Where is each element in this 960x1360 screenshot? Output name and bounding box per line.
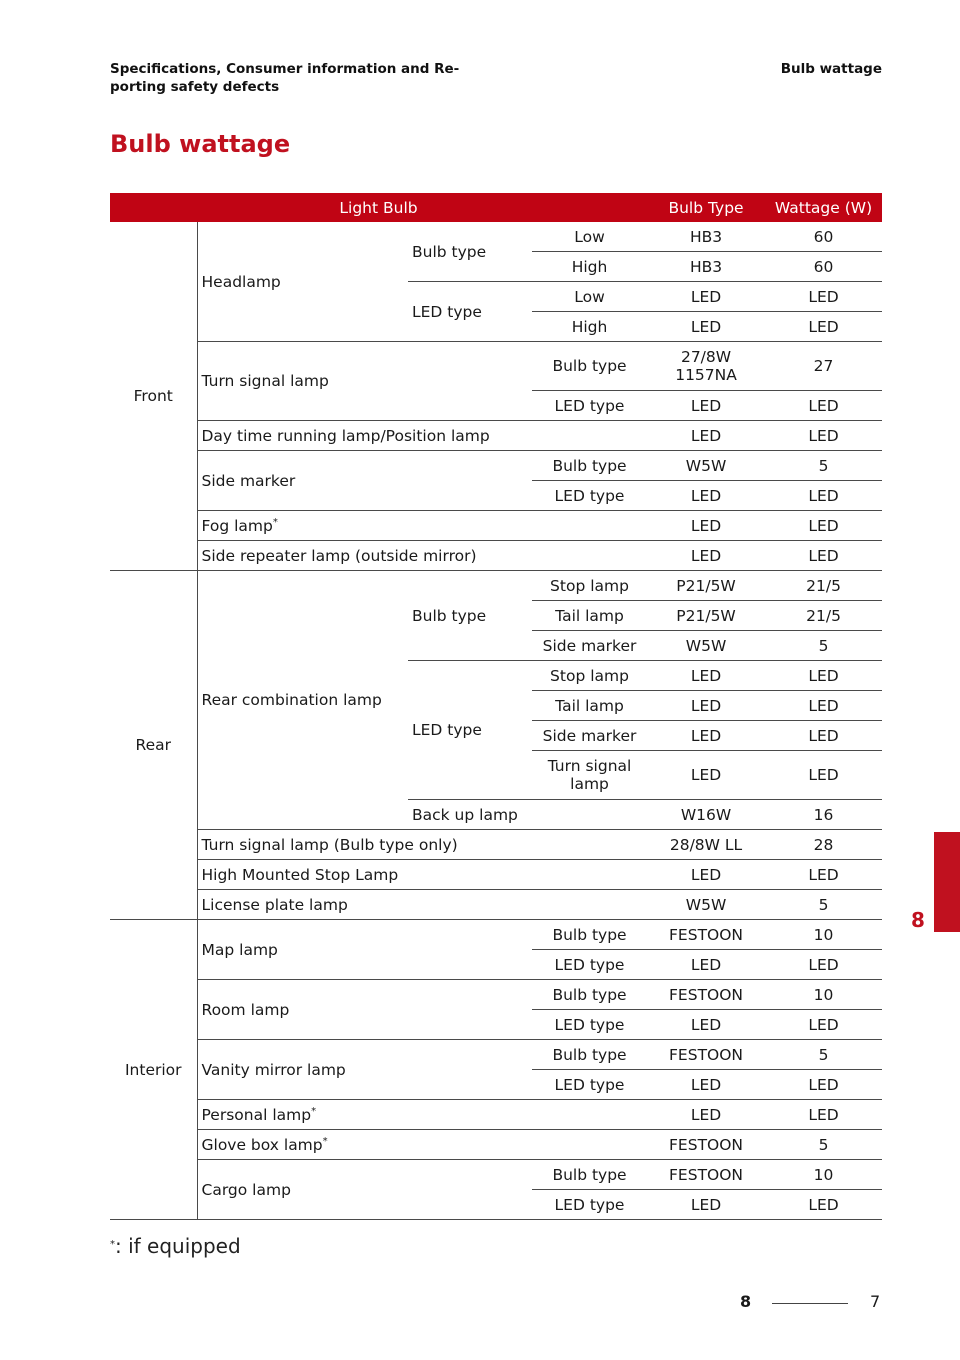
cell-bulb: LED	[647, 721, 765, 751]
cell-bulb: LED	[647, 691, 765, 721]
cell-type: LED type	[408, 282, 532, 342]
cell-wattage: 5	[765, 1040, 882, 1070]
footer-chapter-number: 8	[740, 1292, 752, 1311]
table-row	[110, 541, 882, 571]
cell-sub: Tail lamp	[532, 601, 647, 631]
cell-wattage: LED	[765, 511, 882, 541]
cell-sub: Low	[532, 222, 647, 252]
cell-sub: Low	[532, 282, 647, 312]
cell-light	[197, 511, 647, 541]
cell-light-text: Fog lamp	[201, 516, 273, 535]
cell-type: Bulb type	[408, 571, 532, 661]
table-row	[110, 1160, 882, 1190]
footnote-mark: *	[110, 1239, 115, 1250]
group-label-front: Front	[110, 222, 197, 571]
table-row	[110, 421, 882, 451]
cell-bulb: W5W	[647, 890, 765, 920]
cell-wattage: 60	[765, 252, 882, 282]
cell-sub: Bulb type	[532, 1160, 647, 1190]
cell-wattage: LED	[765, 691, 882, 721]
cell-bulb: LED	[647, 511, 765, 541]
cell-wattage: 21/5	[765, 601, 882, 631]
cell-light: Rear combination lamp	[197, 571, 408, 830]
cell-light: High Mounted Stop Lamp	[197, 860, 647, 890]
if-equipped-mark: *	[322, 1135, 328, 1147]
cell-sub: Stop lamp	[532, 661, 647, 691]
cell-sub: Stop lamp	[532, 571, 647, 601]
cell-light: Side marker	[197, 451, 532, 511]
cell-bulb: FESTOON	[647, 1160, 765, 1190]
cell-wattage: LED	[765, 421, 882, 451]
cell-wattage: LED	[765, 282, 882, 312]
cell-wattage: LED	[765, 661, 882, 691]
cell-wattage: LED	[765, 481, 882, 511]
cell-bulb: HB3	[647, 252, 765, 282]
cell-sub: LED type	[532, 950, 647, 980]
cell-bulb: P21/5W	[647, 601, 765, 631]
table-row	[110, 890, 882, 920]
cell-wattage: 5	[765, 890, 882, 920]
column-header: Light Bulb	[110, 193, 647, 222]
cell-sub: Bulb type	[532, 342, 647, 391]
cell-wattage: LED	[765, 721, 882, 751]
cell-light	[197, 1130, 647, 1160]
cell-bulb: LED	[647, 391, 765, 421]
cell-wattage: 5	[765, 1130, 882, 1160]
cell-sub: Bulb type	[532, 451, 647, 481]
cell-wattage: LED	[765, 312, 882, 342]
column-header: Wattage (W)	[765, 193, 882, 222]
cell-bulb: LED	[647, 312, 765, 342]
page-title: Bulb wattage	[110, 130, 291, 158]
cell-light-text: Personal lamp	[201, 1105, 312, 1124]
cell-wattage: 10	[765, 1160, 882, 1190]
footnote-text: : if equipped	[115, 1234, 241, 1258]
cell-type: LED type	[408, 661, 532, 800]
cell-sub: LED type	[532, 391, 647, 421]
cell-bulb: FESTOON	[647, 1130, 765, 1160]
cell-wattage: 27	[765, 342, 882, 391]
cell-wattage: LED	[765, 541, 882, 571]
table-row	[110, 511, 882, 541]
footer-divider	[772, 1303, 848, 1304]
cell-bulb: 27/8W 1157NA	[647, 342, 765, 391]
cell-type: Bulb type	[408, 222, 532, 282]
header-page-topic: Bulb wattage	[780, 61, 882, 77]
table-row	[110, 830, 882, 860]
cell-wattage: LED	[765, 1010, 882, 1040]
cell-bulb: HB3	[647, 222, 765, 252]
footer-page-number: 7	[870, 1292, 881, 1311]
column-header: Bulb Type	[647, 193, 765, 222]
cell-bulb: LED	[647, 1070, 765, 1100]
cell-sub: LED type	[532, 1010, 647, 1040]
table-row	[110, 342, 882, 391]
cell-sub: High	[532, 312, 647, 342]
cell-light: License plate lamp	[197, 890, 647, 920]
chapter-side-tab	[934, 832, 960, 932]
cell-bulb: LED	[647, 541, 765, 571]
cell-wattage: LED	[765, 860, 882, 890]
cell-bulb: LED	[647, 1100, 765, 1130]
cell-type: Back up lamp	[408, 800, 647, 830]
bulb-wattage-table	[110, 193, 882, 1220]
cell-sub: High	[532, 252, 647, 282]
table-header-row	[110, 193, 882, 222]
cell-bulb: LED	[647, 421, 765, 451]
cell-bulb: LED	[647, 661, 765, 691]
cell-sub: Side marker	[532, 631, 647, 661]
table-row	[110, 1130, 882, 1160]
cell-wattage: LED	[765, 1070, 882, 1100]
cell-light: Turn signal lamp	[197, 342, 532, 421]
cell-light: Map lamp	[197, 920, 532, 980]
cell-light: Headlamp	[197, 222, 408, 342]
cell-wattage: LED	[765, 1190, 882, 1220]
table-row	[110, 451, 882, 481]
cell-bulb: FESTOON	[647, 920, 765, 950]
table-row	[110, 860, 882, 890]
cell-bulb: W16W	[647, 800, 765, 830]
cell-bulb: 28/8W LL	[647, 830, 765, 860]
table-row	[110, 920, 882, 950]
table-row	[110, 571, 882, 601]
cell-light	[197, 1100, 647, 1130]
cell-wattage: LED	[765, 950, 882, 980]
cell-wattage: LED	[765, 751, 882, 800]
cell-bulb: LED	[647, 1010, 765, 1040]
cell-sub: Turn signal lamp	[532, 751, 647, 800]
cell-bulb: LED	[647, 282, 765, 312]
cell-light: Side repeater lamp (outside mirror)	[197, 541, 647, 571]
cell-wattage: 5	[765, 451, 882, 481]
chapter-side-number: 8	[911, 908, 925, 932]
cell-light-text: Glove box lamp	[201, 1135, 323, 1154]
cell-sub: Tail lamp	[532, 691, 647, 721]
cell-wattage: 10	[765, 980, 882, 1010]
table-row	[110, 980, 882, 1010]
table-row	[110, 1040, 882, 1070]
cell-wattage: 16	[765, 800, 882, 830]
cell-sub: Bulb type	[532, 1040, 647, 1070]
footnote	[110, 1234, 241, 1258]
cell-sub: LED type	[532, 481, 647, 511]
cell-light: Turn signal lamp (Bulb type only)	[197, 830, 647, 860]
cell-light: Cargo lamp	[197, 1160, 532, 1220]
cell-wattage: 5	[765, 631, 882, 661]
cell-sub: Bulb type	[532, 980, 647, 1010]
cell-wattage: 21/5	[765, 571, 882, 601]
cell-sub: Bulb type	[532, 920, 647, 950]
cell-bulb: LED	[647, 950, 765, 980]
cell-wattage: 28	[765, 830, 882, 860]
cell-bulb: LED	[647, 860, 765, 890]
cell-bulb: W5W	[647, 451, 765, 481]
cell-bulb: LED	[647, 751, 765, 800]
cell-bulb: LED	[647, 481, 765, 511]
cell-wattage: 60	[765, 222, 882, 252]
table-row	[110, 1100, 882, 1130]
if-equipped-mark: *	[311, 1105, 317, 1117]
cell-wattage: 10	[765, 920, 882, 950]
table-row	[110, 222, 882, 252]
cell-bulb: FESTOON	[647, 1040, 765, 1070]
cell-wattage: LED	[765, 1100, 882, 1130]
cell-sub: LED type	[532, 1070, 647, 1100]
cell-wattage: LED	[765, 391, 882, 421]
cell-sub: Side marker	[532, 721, 647, 751]
cell-bulb: FESTOON	[647, 980, 765, 1010]
cell-bulb: LED	[647, 1190, 765, 1220]
group-label-rear: Rear	[110, 571, 197, 920]
cell-light: Vanity mirror lamp	[197, 1040, 532, 1100]
cell-bulb: W5W	[647, 631, 765, 661]
cell-light: Room lamp	[197, 980, 532, 1040]
if-equipped-mark: *	[272, 516, 278, 528]
cell-light: Day time running lamp/Position lamp	[197, 421, 647, 451]
header-section-title: Specifications, Consumer information and Re- porting safety defects	[110, 61, 460, 95]
cell-bulb: P21/5W	[647, 571, 765, 601]
group-label-interior: Interior	[110, 920, 197, 1220]
cell-sub: LED type	[532, 1190, 647, 1220]
